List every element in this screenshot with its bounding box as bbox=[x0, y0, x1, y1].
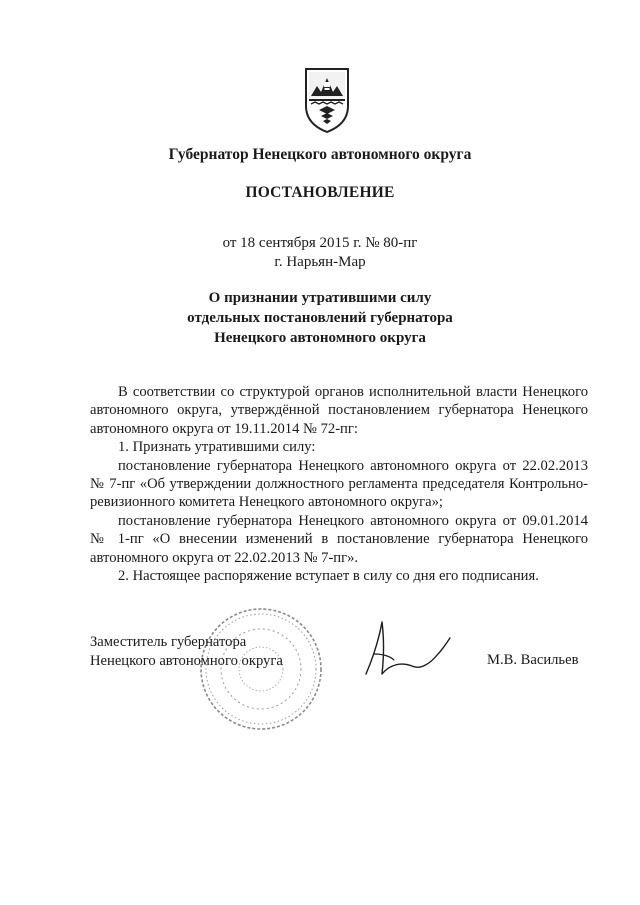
title-line: Ненецкого автономного округа bbox=[214, 330, 426, 346]
body-paragraph: 1. Признать утратившими силу: bbox=[118, 439, 316, 456]
signatory-name: М.В. Васильев bbox=[487, 652, 579, 668]
body-paragraph: 2. Настоящее распоряжение вступает в силу со дня его подписания. bbox=[118, 568, 539, 585]
handwritten-signature bbox=[360, 614, 490, 684]
body-paragraph: постановление губернатора Ненецкого автономного округа от 09.01.2014 № 1-пг «О внесении изменений в постановление губернатора Ненецкого автономного округа от 22.02.2013 № 7-пг». bbox=[90, 512, 588, 566]
document-body bbox=[90, 383, 588, 585]
document-title bbox=[0, 288, 640, 348]
signatory-position-line: Ненецкого автономного округа bbox=[90, 653, 283, 669]
signatory-position-line: Заместитель губернатора bbox=[90, 634, 247, 650]
document-date-number: от 18 сентября 2015 г. № 80-пг bbox=[222, 235, 418, 251]
coat-of-arms-icon bbox=[303, 66, 351, 134]
title-line: отдельных постановлений губернатора bbox=[187, 310, 453, 326]
document-place: г. Нарьян-Мар bbox=[274, 254, 366, 270]
issuing-authority: Губернатор Ненецкого автономного округа bbox=[168, 146, 472, 163]
body-paragraph: В соответствии со структурой органов исполнительной власти Ненецкого автономного округа, утверждённой постановлением губернатора Ненецкого автономного округа от 19.11.2014 № 72-пг: bbox=[90, 384, 588, 437]
body-paragraph: постановление губернатора Ненецкого автономного округа от 22.02.2013 № 7-пг «Об утверждении должностного регламента председателя Контрольно-ревизионного комитета Ненецкого автономного округа»; bbox=[90, 457, 588, 511]
title-line: О признании утратившими силу bbox=[208, 290, 432, 306]
document-type: ПОСТАНОВЛЕНИЕ bbox=[245, 184, 395, 201]
signatory-position bbox=[90, 633, 283, 671]
